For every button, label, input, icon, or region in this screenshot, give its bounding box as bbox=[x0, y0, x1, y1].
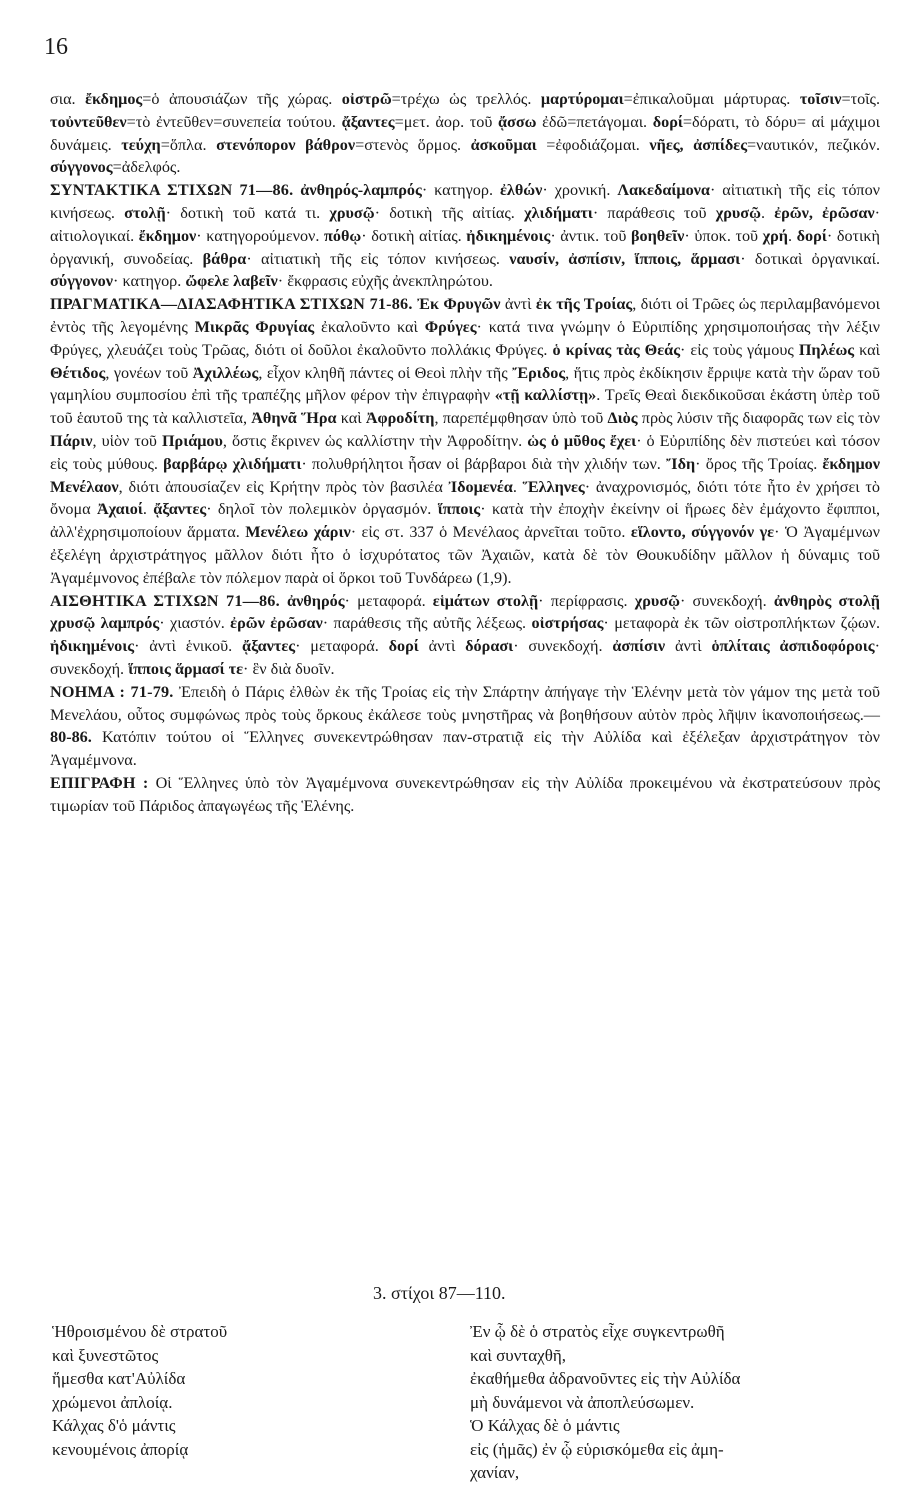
factual-notes-paragraph: ΠΡΑΓΜΑΤΙΚΑ—ΔΙΑΣΑΦΗΤΙΚΑ ΣΤΙΧΩΝ 71-86. Ἐκ Φρυγῶν ἀντὶ ἐκ τῆς Τροίας, διότι οἱ Τρῶες ὡς περιλαμβανόμενοι ἐντὸς τῆς λεγομένης Μικρᾶς Φρυγίας ἐκαλοῦντο καὶ Φρύγες· κατά τινα γνώμην ὁ Εὐριπίδης χρησιμοποιήσας τὴν λέξιν Φρύγες, χλευάζει τοὺς Τρῶας, διότι οἱ δοῦλοι ἐκαλοῦντο πολλάκις Φρύγες. ὁ κρίνας τὰς Θεάς· εἰς τοὺς γάμους Πηλέως καὶ Θέτιδος, γονέων τοῦ Ἀχιλλέως, εἶχον κληθῆ πάντες οἱ Θεοὶ πλὴν τῆς Ἔριδος, ἥτις πρὸς ἐκδίκησιν ἔρριψε κατὰ τὴν ὥραν τοῦ γαμηλίου συμποσίου ἐπὶ τῆς τραπέζης μῆλον φέρον τὴν ἐπιγραφὴν «τῇ καλλίστῃ». Τρεῖς Θεαὶ διεκδικοῦσαι ἑκάστη ὑπὲρ τοῦ τοῦ ἑαυτοῦ της τὰ καλλιστεῖα, Ἀθηνᾶ Ἥρα καὶ Ἀφροδίτη, παρεπέμφθησαν ὑπὸ τοῦ Διὸς πρὸς λύσιν τῆς διαφορᾶς των εἰς τὸν Πάριν, υἱὸν τοῦ Πριάμου, ὅστις ἔκρινεν ὡς καλλίστην τὴν Ἀφροδίτην. ὡς ὁ μῦθος ἔχει· ὁ Εὐριπίδης δὲν πιστεύει καὶ τόσον εἰς τοὺς μύθους. βαρβάρῳ χλιδήματι· πολυθρήλητοι ἦσαν οἱ βάρβαροι διὰ τὴν χλιδήν των. Ἴδη· ὄρος τῆς Τροίας. ἔκδημον Μενέλαον, διότι ἀπουσίαζεν εἰς Κρήτην πρὸς τὸν βασιλέα Ἰδομενέα. Ἕλληνες· ἀναχρονισμός, διότι τότε ἦτο ἐν χρήσει τὸ ὄνομα Ἀχαιοί. ᾄξαντες· δηλοῖ τὸν πολεμικὸν ὀργασμόν. ἵπποις· κατὰ τὴν ἐποχὴν ἐκείνην οἱ ἥρωες δὲν ἐμάχοντο ἔφιπποι, ἀλλ'ἐχρησιμοποίουν ἅρματα. Μενέλεω χάριν· εἰς στ. 337 ὁ Μενέλαος ἀρνεῖται τοῦτο. εἵλοντο, σύγγονόν γε· Ὁ Ἀγαμέμνων ἐξελέγη ἀρχιστράτηγος μᾶλλον διότι ἦτο ὁ ἰσχυρότατος τῶν Ἀχαιῶν, κατὰ δὲ τὸν Θουκυδίδην μᾶλλον ἡ δύναμις τοῦ Ἀγαμέμνονος ἐπέβαλε τὸν πόλεμον παρὰ οἱ ὅρκοι τοῦ Τυνδάρεω (1,9). bbox=[50, 295, 881, 587]
verse-line: Ἡθροισμένου δὲ στρατοῦ bbox=[52, 1322, 228, 1341]
page-number: 16 bbox=[44, 34, 68, 60]
verse-line: χρώμενοι ἀπλοίᾳ. bbox=[52, 1392, 173, 1412]
verses-heading: 3. στίχοι 87—110. bbox=[373, 1283, 506, 1303]
title-paragraph: ΕΠΙΓΡΑΦΗ : Οἱ Ἕλληνες ὑπὸ τὸν Ἀγαμέμνονα συνεκεντρώθησαν εἰς τὴν Αὐλίδα προκειμένου νὰ ἐκστρατεύσουν πρὸς τιμωρίαν τοῦ Πάριδος ἀπαγωγέως τῆς Ἑλένης. bbox=[50, 773, 881, 815]
stylistic-paragraph: ΑΙΣΘΗΤΙΚΑ ΣΤΙΧΩΝ 71—86. ἀνθηρός· μεταφορά. εἱμάτων στολῇ· περίφρασις. χρυσῷ· συνεκδοχή. ἀνθηρὸς στολῇ χρυσῷ λαμπρός· χιαστόν. ἐρῶν ἐρῶσαν· παράθεσις τῆς αὐτῆς λέξεως. οἰστρήσας· μεταφορὰ ἐκ τῶν οἰστροπλήκτων ζῴων. ἠδικημένοις· ἀντὶ ἑνικοῦ. ᾄξαντες· μεταφορά. δορί ἀντὶ δόρασι· συνεκδοχή. ἀσπίσιν ἀντὶ ὁπλίταις ἀσπιδοφόροις· συνεκδοχή. ἵπποις ἅρμασί τε· ἓν διὰ δυοῖν. bbox=[50, 591, 880, 678]
verse-line: καὶ ξυνεστῶτος bbox=[52, 1345, 159, 1365]
translation-line: Ὁ Κάλχας δὲ ὁ μάντις bbox=[470, 1416, 620, 1435]
syntax-paragraph: ΣΥΝΤΑΚΤΙΚΑ ΣΤΙΧΩΝ 71—86. ἀνθηρός-λαμπρός· κατηγορ. ἐλθών· χρονική. Λακεδαίμονα· αἰτιατικὴ τῆς εἰς τόπον κινήσεως. στολῇ· δοτικὴ τοῦ κατά τι. χρυσῷ· δοτικὴ τῆς αἰτίας. χλιδήματι· παράθεσις τοῦ χρυσῷ. ἐρῶν, ἐρῶσαν· αἰτιολογικαί. ἔκδημον· κατηγορούμενον. πόθῳ· δοτικὴ αἰτίας. ἠδικημένοις· ἀντικ. τοῦ βοηθεῖν· ὑποκ. τοῦ χρή. δορί· δοτικὴ ὀργανική, συνοδείας. βάθρα· αἰτιατικὴ τῆς εἰς τόπον κινήσεως. ναυσίν, ἀσπίσιν, ἵπποις, ἅρμασι· δοτικαὶ ὀργανικαί. σύγγονον· κατηγορ. ὤφελε λαβεῖν· ἔκφρασις εὐχῆς ἀνεκπληρώτου. bbox=[50, 181, 881, 291]
verse-line: Κάλχας δ'ὁ μάντις bbox=[52, 1416, 176, 1435]
commentary-text bbox=[50, 88, 880, 818]
meaning-paragraph: ΝΟΗΜΑ : 71-79. Ἐπειδὴ ὁ Πάρις ἐλθὼν ἐκ τῆς Τροίας εἰς τὴν Σπάρτην ἀπήγαγε τὴν Ἑλένην μετὰ τὸν γάμον της μετὰ τοῦ Μενελάου, οὗτος συμφώνως πρὸς τοὺς ὅρκους ἐκάλεσε τοὺς μνηστῆρας νὰ βοηθήσουν αὐτὸν πρὸς λῆψιν ἱκανοποιήσεως.— 80-86. Κατόπιν τούτου οἱ Ἕλληνες συνεκεντρώθησαν παν-στρατιᾷ εἰς τὴν Αὐλίδα καὶ ἐξέλεξαν ἀρχιστράτηγον τὸν Ἀγαμέμνονα. bbox=[50, 682, 880, 770]
verse-line: ἥμεσθα κατ'Αὐλίδα bbox=[52, 1369, 186, 1388]
translation-line: μὴ δυνάμενοι νὰ ἀποπλεύσωμεν. bbox=[470, 1392, 695, 1412]
original-verses bbox=[52, 1320, 432, 1461]
translation-line: χανίαν, bbox=[470, 1463, 520, 1482]
verse-line: κενουμένοις ἀπορίᾳ bbox=[52, 1439, 189, 1459]
glossary-paragraph: σια. ἔκδημος=ὁ ἀπουσιάζων τῆς χώρας. οἰστρῶ=τρέχω ὡς τρελλός. μαρτύρομαι=ἐπικαλοῦμαι μάρτυρας. τοῖσιν=τοῖς. τοὐντεῦθεν=τὸ ἐντεῦθεν=συνεπεία τούτου. ᾄξαντες=μετ. ἀορ. τοῦ ᾄσσω ἐδῶ=πετάγομαι. δορί=δόρατι, τὸ δόρυ= αἱ μάχιμοι δυνάμεις. τεύχη=ὅπλα. στενόπορον βάθρον=στενὸς ὅρμος. ἀσκοῦμαι =ἐφοδιάζομαι. νῆες, ἀσπίδες=ναυτικόν, πεζικόν. σύγγονος=ἀδελφός. bbox=[50, 90, 880, 177]
translation-line: ἐκαθήμεθα ἀδρανοῦντες εἰς τὴν Αὐλίδα bbox=[470, 1369, 741, 1388]
translation-line: καὶ συνταχθῆ, bbox=[470, 1345, 566, 1365]
translation-verses bbox=[470, 1320, 880, 1485]
translation-line: εἰς (ἡμᾶς) ἐν ᾧ εὑρισκόμεθα εἰς ἀμη- bbox=[470, 1439, 724, 1459]
translation-line: Ἐν ᾧ δὲ ὁ στρατὸς εἶχε συγκεντρωθῆ bbox=[470, 1322, 725, 1341]
